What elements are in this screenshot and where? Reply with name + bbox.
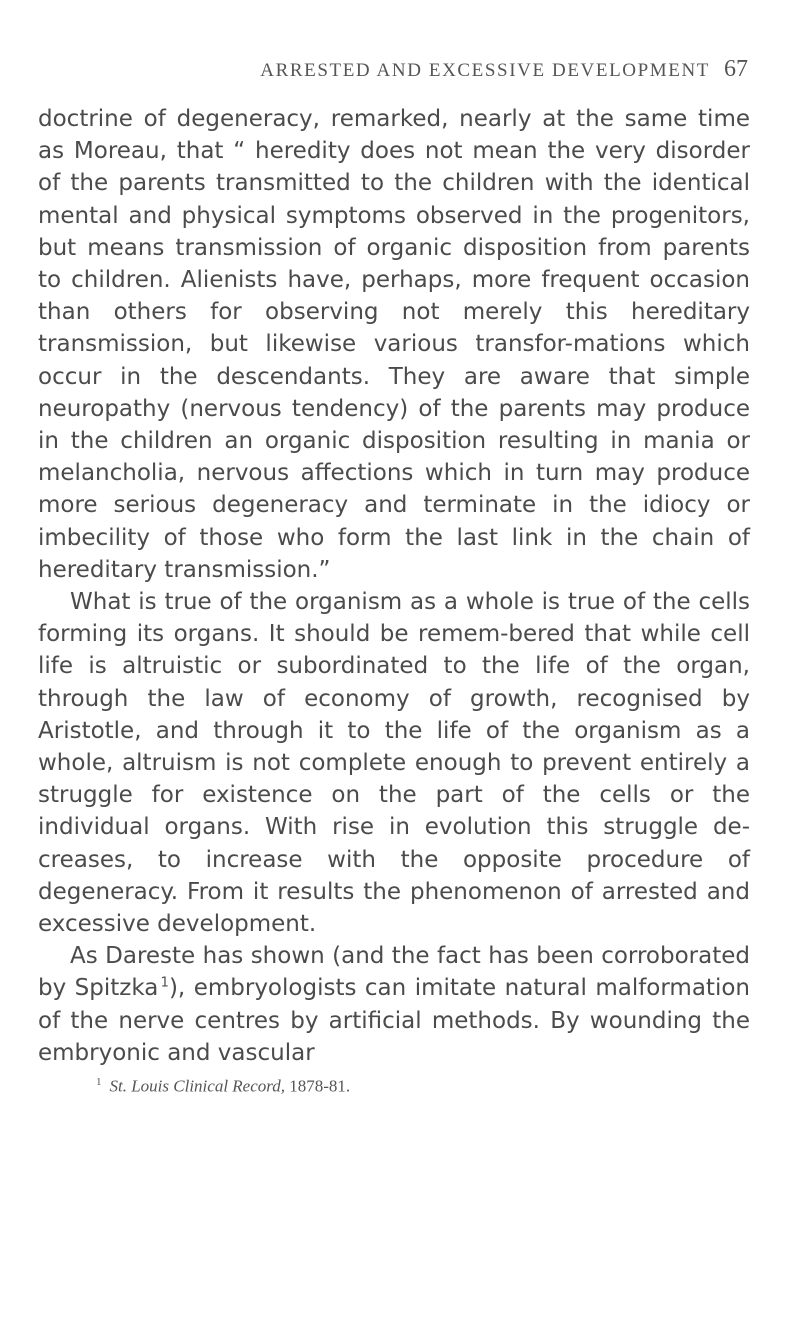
body-text [38,103,750,1069]
footnote-source: St. Louis Clinical Record, [109,1076,286,1096]
page-number: 67 [724,56,748,82]
paragraph-3-text-start: As Dareste has shown (and the fact has been corroborated by Spitzka [38,943,750,1002]
paragraph-1: doctrine of degeneracy, remarked, nearly at the same time as Moreau, that “ heredity does not mean the very disorder of the parents transmitted to the children with the identical mental and physical symptoms observed in the progenitors, but means transmission of organic disposition from parents to children. Alienists have, perhaps, more frequent occasion than others for observing not merely this hereditary transmission, but likewise various transfor-mations which occur in the descendants. They are aware that simple neuropathy (nervous tendency) of the parents may produce in the children an organic disposition resulting in mania or melancholia, nervous affections which in turn may produce more serious degeneracy and terminate in the idiocy or imbecility of those who form the last link in the chain of hereditary transmission.” [38,106,750,583]
footnote-years: 1878-81. [289,1076,351,1096]
paragraph-3 [38,940,750,1069]
paragraph-3-text-end: ), embryologists can imitate natural malformation of the nerve centres by artificial methods. By wounding the embryonic and vascular [38,975,750,1066]
book-page [38,56,750,1098]
running-head [38,56,750,83]
footnote [38,1071,750,1098]
paragraph-2: What is true of the organism as a whole is true of the cells forming its organs. It should be remem-bered that while cell life is altruistic or subordinated to the life of the organ, through the law of economy of growth, recognised by Aristotle, and through it to the life of the organism as a whole, altruism is not complete enough to prevent entirely a struggle for existence on the part of the cells or the individual organs. With rise in evolution this struggle de-creases, to increase with the opposite procedure of degeneracy. From it results the phenomenon of arrested and excessive development. [38,589,750,938]
running-head-title: ARRESTED AND EXCESSIVE DEVELOPMENT [260,60,710,81]
footnote-reference: 1 [160,975,169,991]
footnote-mark: 1 [96,1076,102,1089]
